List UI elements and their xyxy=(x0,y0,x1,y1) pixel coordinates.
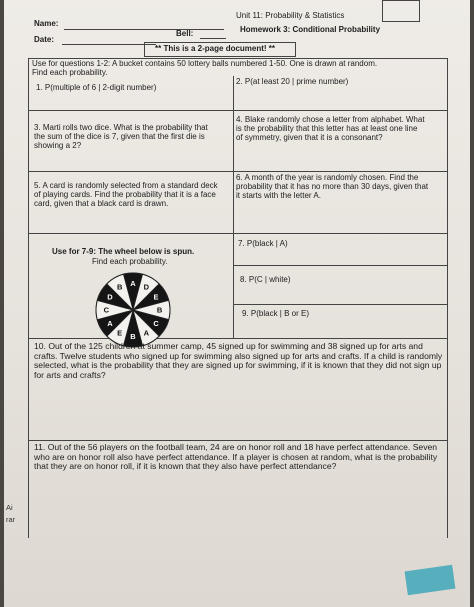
score-box xyxy=(382,0,420,22)
grid-line xyxy=(28,58,29,538)
wheel-sector-label: B xyxy=(116,282,123,292)
wheel-sector-label: E xyxy=(153,292,159,302)
date-label: Date: xyxy=(34,35,55,44)
wheel-sector-label: C xyxy=(103,305,110,315)
grid-line xyxy=(233,76,234,338)
margin-note: rar xyxy=(6,515,16,524)
question-9: 9. P(black | B or E) xyxy=(242,309,309,318)
question-8: 8. P(C | white) xyxy=(240,275,291,284)
intro-questions-1-2: Use for questions 1-2: A bucket contains 50 lottery balls numbered 1-50. One is drawn at random. Find each probability. xyxy=(32,59,378,77)
bell-line xyxy=(200,38,226,39)
homework-title: Homework 3: Conditional Probability xyxy=(240,25,381,34)
spinner-wheel xyxy=(88,270,178,350)
question-4: 4. Blake randomly chose a letter from alphabet. What is the probability that this letter has at least one line of symmetry, given that it is a consonant? xyxy=(236,115,425,142)
margin-note: Ai xyxy=(6,503,13,512)
question-2: 2. P(at least 20 | prime number) xyxy=(236,77,349,86)
question-1: 1. P(multiple of 6 | 2-digit number) xyxy=(36,83,157,92)
question-5: 5. A card is randomly selected from a standard deck of playing cards. Find the probability that it is a face card, given that a black card is drawn. xyxy=(34,181,218,208)
question-11: 11. Out of the 56 players on the football team, 24 are on honor roll and 18 have perfect attendance. Seven who are on honor roll also have perfect attendance. If a player is chosen at random, what is the probability that they are on honor roll, if it is known that they also have perfect attendance? xyxy=(34,442,438,472)
wheel-sector-label: A xyxy=(143,328,150,338)
wheel-sector-label: B xyxy=(130,332,136,342)
grid-line xyxy=(447,58,448,538)
question-7: 7. P(black | A) xyxy=(238,239,288,248)
wheel-sector-label: A xyxy=(130,278,136,288)
banner-text: ** This is a 2-page document! ** xyxy=(155,44,276,53)
wheel-sector-label: D xyxy=(143,282,150,292)
question-6: 6. A month of the year is randomly chosen. Find the probability that it has no more than 30 days, given that it starts with the letter A. xyxy=(236,173,429,200)
sticker-decoration xyxy=(405,565,456,595)
wheel-sector-label: C xyxy=(153,318,159,328)
intro-questions-7-9-line2: Find each probability. xyxy=(92,257,168,266)
grid-line xyxy=(233,265,448,266)
question-10: 10. Out of the 125 children at summer camp, 45 signed up for swimming and 38 signed up for arts and crafts. Twelve students who signed up for swimming also signed up for arts and crafts. If a child is randomly selected, what is the probability that they are signed up for swimming, if it is known that they did not sign up for arts and crafts? xyxy=(34,341,443,380)
wheel-sector-label: A xyxy=(107,318,113,328)
unit-title: Unit 11: Probability & Statistics xyxy=(236,11,345,20)
wheel-sector-label: D xyxy=(107,292,113,302)
name-label: Name: xyxy=(34,19,59,28)
grid-line xyxy=(28,171,448,172)
bell-label: Bell: xyxy=(176,29,194,38)
banner-box xyxy=(144,42,296,57)
grid-line xyxy=(28,440,448,441)
grid-line xyxy=(28,233,448,234)
question-3: 3. Marti rolls two dice. What is the probability that the sum of the dice is 7, given that the first die is showing a 2? xyxy=(34,123,208,150)
grid-line xyxy=(233,304,448,305)
wheel-sector-label: E xyxy=(117,328,123,338)
grid-line xyxy=(28,110,448,111)
date-line xyxy=(62,44,156,45)
wheel-sector-label: B xyxy=(156,305,163,315)
intro-questions-7-9-line1: Use for 7-9: The wheel below is spun. xyxy=(52,247,195,256)
name-line xyxy=(64,29,224,30)
worksheet-page xyxy=(4,0,470,607)
